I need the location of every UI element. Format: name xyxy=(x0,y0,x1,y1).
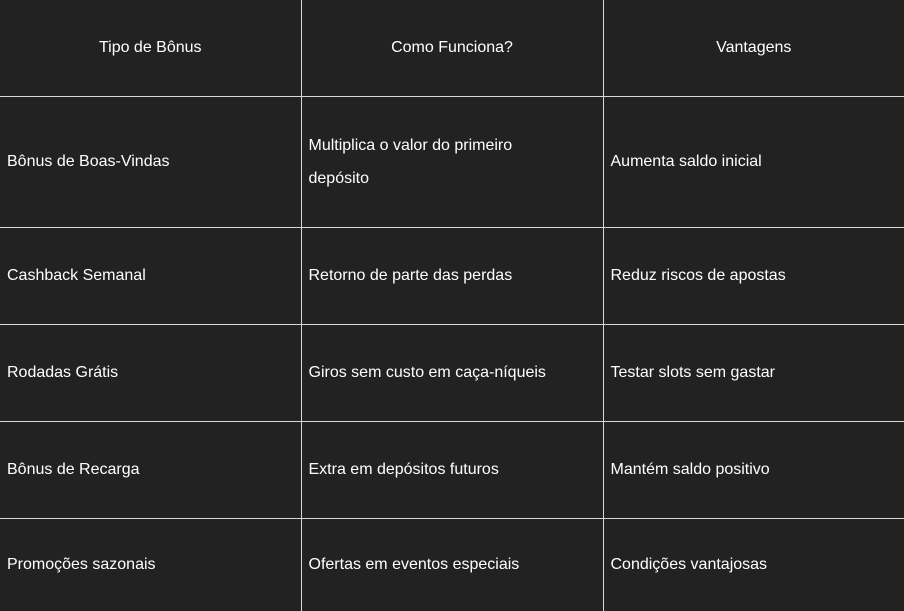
cell-how-it-works: Extra em depósitos futuros xyxy=(301,421,603,518)
cell-how-it-works: Retorno de parte das perdas xyxy=(301,227,603,324)
cell-bonus-type: Rodadas Grátis xyxy=(0,324,301,421)
table-row xyxy=(0,96,904,227)
cell-how-it-works: Multiplica o valor do primeiro depósito xyxy=(301,96,603,227)
cell-bonus-type: Cashback Semanal xyxy=(0,227,301,324)
cell-how-it-works: Giros sem custo em caça-níqueis xyxy=(301,324,603,421)
header-bonus-type: Tipo de Bônus xyxy=(0,0,301,96)
cell-advantages: Mantém saldo positivo xyxy=(603,421,904,518)
cell-bonus-type: Promoções sazonais xyxy=(0,518,301,611)
header-how-it-works: Como Funciona? xyxy=(301,0,603,96)
header-advantages: Vantagens xyxy=(603,0,904,96)
cell-how-it-works: Ofertas em eventos especiais xyxy=(301,518,603,611)
table-row xyxy=(0,324,904,421)
cell-bonus-type: Bônus de Boas-Vindas xyxy=(0,96,301,227)
table-row xyxy=(0,518,904,611)
cell-advantages: Condições vantajosas xyxy=(603,518,904,611)
cell-bonus-type: Bônus de Recarga xyxy=(0,421,301,518)
table-row xyxy=(0,421,904,518)
cell-advantages: Testar slots sem gastar xyxy=(603,324,904,421)
cell-advantages: Reduz riscos de apostas xyxy=(603,227,904,324)
table-row xyxy=(0,227,904,324)
table-header-row xyxy=(0,0,904,96)
cell-advantages: Aumenta saldo inicial xyxy=(603,96,904,227)
